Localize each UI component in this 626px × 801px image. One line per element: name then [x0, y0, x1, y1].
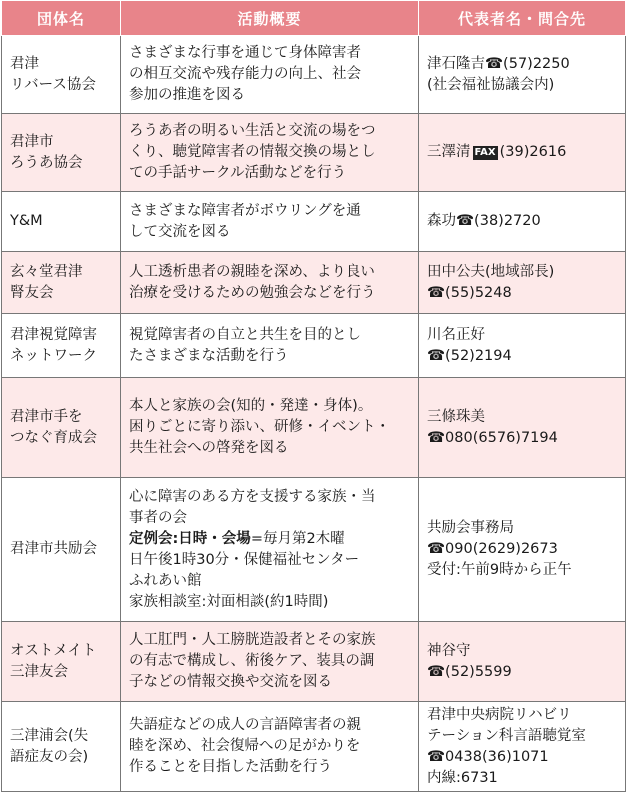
contact-info: [419, 114, 626, 192]
organization-name: Y&M: [2, 192, 121, 252]
activity-summary: 視覚障害者の自立と共生を目的とし たさまざまな活動を行う: [121, 314, 419, 378]
contact-info: 川名正好 ☎(52)2194: [419, 314, 626, 378]
header-organization-name: 団体名: [2, 1, 121, 36]
activity-summary: 失語症などの成人の言語障害者の親 睦を深め、社会復帰への足がかりを 作ることを目指した活動を行う: [121, 702, 419, 792]
table-row: [2, 702, 626, 792]
contact-number: (39)2616: [499, 144, 567, 160]
organization-name: 君津視覚障害 ネットワーク: [2, 314, 121, 378]
table-row: [2, 622, 626, 702]
contact-info: 田中公夫(地域部長) ☎(55)5248: [419, 252, 626, 314]
contact-info: 神谷守 ☎(52)5599: [419, 622, 626, 702]
table-row: [2, 36, 626, 114]
contact-info: 君津中央病院リハビリ テーション科言語聴覚室 ☎0438(36)1071 内線:6731: [419, 702, 626, 792]
organization-name: 君津市手を つなぐ育成会: [2, 378, 121, 478]
table-row: [2, 252, 626, 314]
table-row: [2, 192, 626, 252]
activity-summary: さまざまな障害者がボウリングを通 して交流を図る: [121, 192, 419, 252]
table-row: [2, 314, 626, 378]
activity-summary: ろうあ者の明るい生活と交流の場をつ くり、聴覚障害者の情報交換の場とし ての手話サークル活動などを行う: [121, 114, 419, 192]
activity-summary: 心に障害のある方を支援する家族・当 事者の会 定例会:日時・会場=毎月第2木曜 日午後1時30分・保健福祉センター ふれあい館 家族相談室:対面相談(約1時間): [121, 478, 419, 622]
contact-info: 三條珠美 ☎080(6576)7194: [419, 378, 626, 478]
contact-info: 共励会事務局 ☎090(2629)2673 受付:午前9時から正午: [419, 478, 626, 622]
contact-person: 三澤清: [427, 144, 471, 160]
organization-name: 君津市共励会: [2, 478, 121, 622]
activity-summary: 人工肛門・人工膀胱造設者とその家族 の有志で構成し、術後ケア、装具の調 子などの情報交換や交流を図る: [121, 622, 419, 702]
organization-name: 玄々堂君津 腎友会: [2, 252, 121, 314]
table-header-row: [2, 1, 626, 36]
regular-meeting-label: 定例会:日時・会場: [129, 530, 251, 547]
header-activity-summary: 活動概要: [121, 1, 419, 36]
organization-name: オストメイト 三津友会: [2, 622, 121, 702]
organization-table: [1, 0, 626, 792]
header-representative-contact: 代表者名・問合先: [419, 1, 626, 36]
contact-info: 森功☎(38)2720: [419, 192, 626, 252]
activity-summary: 本人と家族の会(知的・発達・身体)。 困りごとに寄り添い、研修・イベント・ 共生社会への啓発を図る: [121, 378, 419, 478]
table-row: [2, 378, 626, 478]
organization-name: 君津市 ろうあ協会: [2, 114, 121, 192]
activity-summary: 人工透析患者の親睦を深め、より良い 治療を受けるための勉強会などを行う: [121, 252, 419, 314]
contact-info: 津石隆吉☎(57)2250 (社会福祉協議会内): [419, 36, 626, 114]
table-row: [2, 114, 626, 192]
organization-name: 三津浦会(失 語症友の会): [2, 702, 121, 792]
activity-summary: さまざまな行事を通じて身体障害者 の相互交流や残存能力の向上、社会 参加の推進を図る: [121, 36, 419, 114]
organization-name: 君津 リバース協会: [2, 36, 121, 114]
table-row: [2, 478, 626, 622]
fax-icon: FAX: [474, 147, 496, 158]
